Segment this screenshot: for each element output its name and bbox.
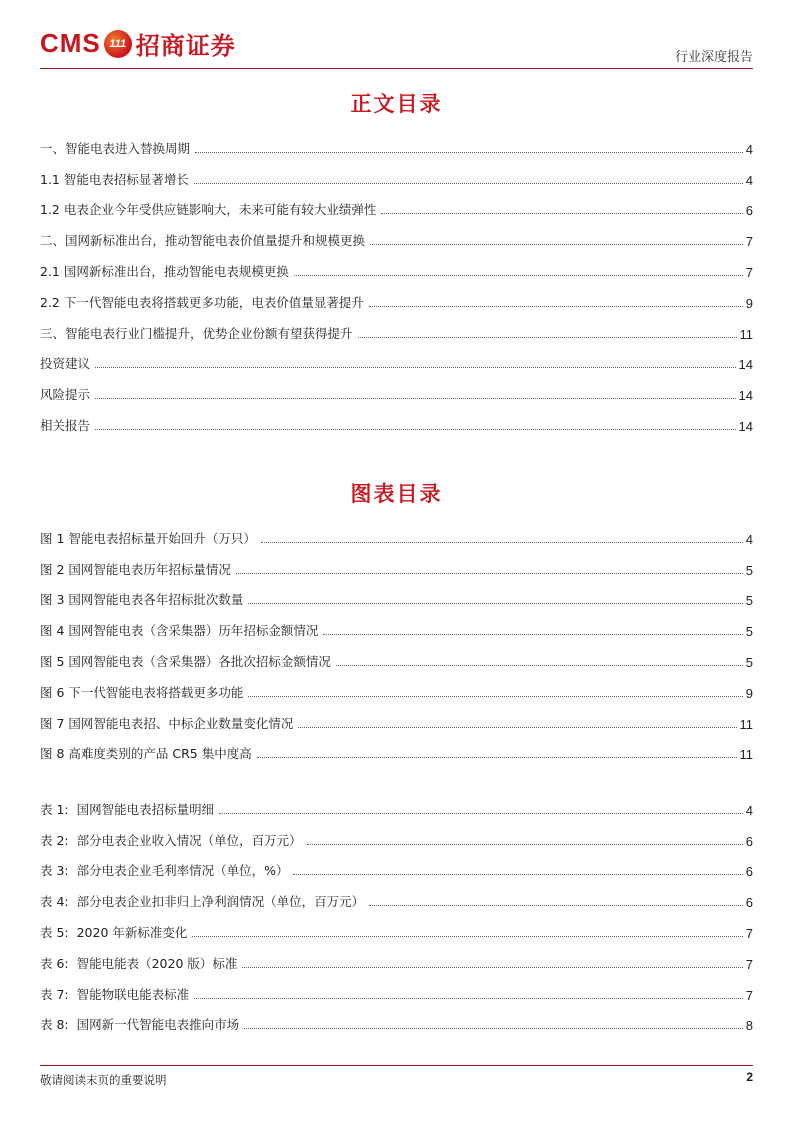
logo-badge-icon: 111 <box>104 30 132 58</box>
figure-toc-title: 图表目录 <box>350 481 443 506</box>
figure-entry[interactable] <box>40 547 753 578</box>
dot-leader <box>370 243 743 245</box>
figure-entry-label: 图 3 国网智能电表各年招标批次数量 <box>40 592 244 608</box>
table-entry-label: 表 2: 部分电表企业收入情况（单位，百万元） <box>40 832 302 848</box>
toc-entry-label: 三、智能电表行业门槛提升，优势企业份额有望获得提升 <box>40 325 353 341</box>
dot-leader <box>323 633 742 635</box>
toc-entry[interactable] <box>40 311 753 342</box>
toc-entry-label: 投资建议 <box>40 356 91 372</box>
figure-entry-label: 图 8 高难度类别的产品 CR5 集中度高 <box>40 746 252 762</box>
dot-leader <box>194 182 743 184</box>
table-entry-label: 表 7: 智能物联电能表标准 <box>40 986 190 1002</box>
dot-leader <box>194 997 743 999</box>
dot-leader <box>242 966 742 968</box>
logo-chinese-text: 招商证券 <box>135 31 236 60</box>
figure-entry-label: 图 4 国网智能电表（含采集器）历年招标金额情况 <box>40 623 319 639</box>
toc-entry-page: 6 <box>745 203 753 219</box>
toc-entry[interactable] <box>40 372 753 403</box>
table-entry-page: 6 <box>745 895 753 911</box>
dot-leader <box>369 904 743 906</box>
footer-disclaimer-note: 敬请阅读末页的重要说明 <box>40 1073 167 1087</box>
page-header <box>40 26 753 66</box>
table-entry-page: 7 <box>745 956 753 972</box>
toc-entry-page: 11 <box>739 326 753 342</box>
toc-entry-page: 4 <box>745 172 753 188</box>
table-entry-label: 表 3: 部分电表企业毛利率情况（单位，%） <box>40 863 289 879</box>
figure-entry[interactable] <box>40 670 753 701</box>
toc-entry-page: 14 <box>738 357 753 373</box>
dot-leader <box>236 572 743 574</box>
figure-entry-page: 5 <box>745 654 753 670</box>
figure-entry[interactable] <box>40 732 753 763</box>
toc-entry[interactable] <box>40 403 753 434</box>
table-toc-list <box>40 787 753 1033</box>
cms-logo <box>40 26 236 61</box>
footer-divider <box>40 1065 753 1066</box>
table-entry-page: 7 <box>745 925 753 941</box>
toc-entry-label: 1.2 电表企业今年受供应链影响大，未来可能有较大业绩弹性 <box>40 202 377 218</box>
header-divider <box>40 68 753 69</box>
figure-entry-page: 5 <box>745 562 753 578</box>
figure-toc-list <box>40 516 753 762</box>
dot-leader <box>294 274 743 276</box>
toc-entry[interactable] <box>40 342 753 373</box>
dot-leader <box>248 695 742 697</box>
table-entry-label: 表 4: 部分电表企业扣非归上净利润情况（单位，百万元） <box>40 894 365 910</box>
toc-entry-label: 一、智能电表进入替换周期 <box>40 140 191 156</box>
toc-entry-page: 14 <box>738 418 753 434</box>
figure-entry[interactable] <box>40 578 753 609</box>
figure-entry-label: 图 2 国网智能电表历年招标量情况 <box>40 561 231 577</box>
toc-entry-label: 相关报告 <box>40 417 91 433</box>
table-entry[interactable] <box>40 879 753 910</box>
toc-entry[interactable] <box>40 188 753 219</box>
toc-entry[interactable] <box>40 280 753 311</box>
toc-entry-page: 7 <box>745 264 753 280</box>
figure-entry-page: 5 <box>745 593 753 609</box>
dot-leader <box>195 151 743 153</box>
table-entry[interactable] <box>40 787 753 818</box>
logo-latin-text: CMS <box>40 28 101 58</box>
table-entry-label: 表 1: 国网智能电表招标量明细 <box>40 801 215 817</box>
dot-leader <box>95 366 736 368</box>
toc-entry-label: 风险提示 <box>40 387 91 403</box>
report-type-label: 行业深度报告 <box>674 50 753 65</box>
dot-leader <box>192 935 742 937</box>
dot-leader <box>261 541 743 543</box>
toc-entry-page: 4 <box>745 141 753 157</box>
table-entry-page: 6 <box>745 864 753 880</box>
table-entry[interactable] <box>40 972 753 1003</box>
figure-entry-page: 5 <box>745 624 753 640</box>
toc-entry-label: 1.1 智能电表招标显著增长 <box>40 171 189 187</box>
dot-leader <box>358 336 737 338</box>
dot-leader <box>336 664 743 666</box>
table-entry-label: 表 8: 国网新一代智能电表推向市场 <box>40 1017 240 1033</box>
toc-entry[interactable] <box>40 249 753 280</box>
table-entry-page: 7 <box>745 987 753 1003</box>
figure-entry-page: 11 <box>739 747 753 763</box>
table-entry[interactable] <box>40 910 753 941</box>
toc-entry-label: 2.1 国网新标准出台，推动智能电表规模更换 <box>40 263 289 279</box>
table-entry[interactable] <box>40 1003 753 1034</box>
table-entry-label: 表 5: 2020 年新标准变化 <box>40 924 188 940</box>
dot-leader <box>369 305 743 307</box>
toc-entry-label: 2.2 下一代智能电表将搭载更多功能，电表价值量显著提升 <box>40 294 364 310</box>
table-entry[interactable] <box>40 849 753 880</box>
figure-entry-page: 4 <box>745 531 753 547</box>
figure-entry[interactable] <box>40 701 753 732</box>
figure-entry[interactable] <box>40 639 753 670</box>
footer-page-number: 2 <box>746 1070 753 1084</box>
dot-leader <box>244 1027 743 1029</box>
table-entry[interactable] <box>40 818 753 849</box>
dot-leader <box>381 212 742 214</box>
table-entry-label: 表 6: 智能电能表（2020 版）标准 <box>40 955 238 971</box>
dot-leader <box>95 397 736 399</box>
figure-entry-label: 图 7 国网智能电表招、中标企业数量变化情况 <box>40 715 294 731</box>
main-toc-list <box>40 126 753 434</box>
figure-entry-page: 9 <box>745 685 753 701</box>
figure-entry[interactable] <box>40 608 753 639</box>
dot-leader <box>298 726 736 728</box>
dot-leader <box>293 873 742 875</box>
figure-entry[interactable] <box>40 516 753 547</box>
toc-entry[interactable] <box>40 126 753 157</box>
dot-leader <box>95 428 736 430</box>
toc-entry-page: 7 <box>745 234 753 250</box>
table-entry[interactable] <box>40 941 753 972</box>
dot-leader <box>307 843 743 845</box>
toc-entry[interactable] <box>40 157 753 188</box>
table-entry-page: 4 <box>745 802 753 818</box>
table-entry-page: 6 <box>745 833 753 849</box>
toc-entry-page: 9 <box>745 295 753 311</box>
figure-entry-label: 图 5 国网智能电表（含采集器）各批次招标金额情况 <box>40 653 331 669</box>
figure-entry-page: 11 <box>739 716 753 732</box>
main-toc-title: 正文目录 <box>350 91 443 116</box>
figure-entry-label: 图 6 下一代智能电表将搭载更多功能 <box>40 684 244 700</box>
dot-leader <box>257 756 737 758</box>
dot-leader <box>219 812 743 814</box>
toc-entry-label: 二、国网新标准出台，推动智能电表价值量提升和规模更换 <box>40 233 366 249</box>
table-entry-page: 8 <box>745 1018 753 1034</box>
toc-entry[interactable] <box>40 218 753 249</box>
toc-entry-page: 14 <box>738 388 753 404</box>
figure-entry-label: 图 1 智能电表招标量开始回升（万只） <box>40 530 256 546</box>
dot-leader <box>248 602 742 604</box>
